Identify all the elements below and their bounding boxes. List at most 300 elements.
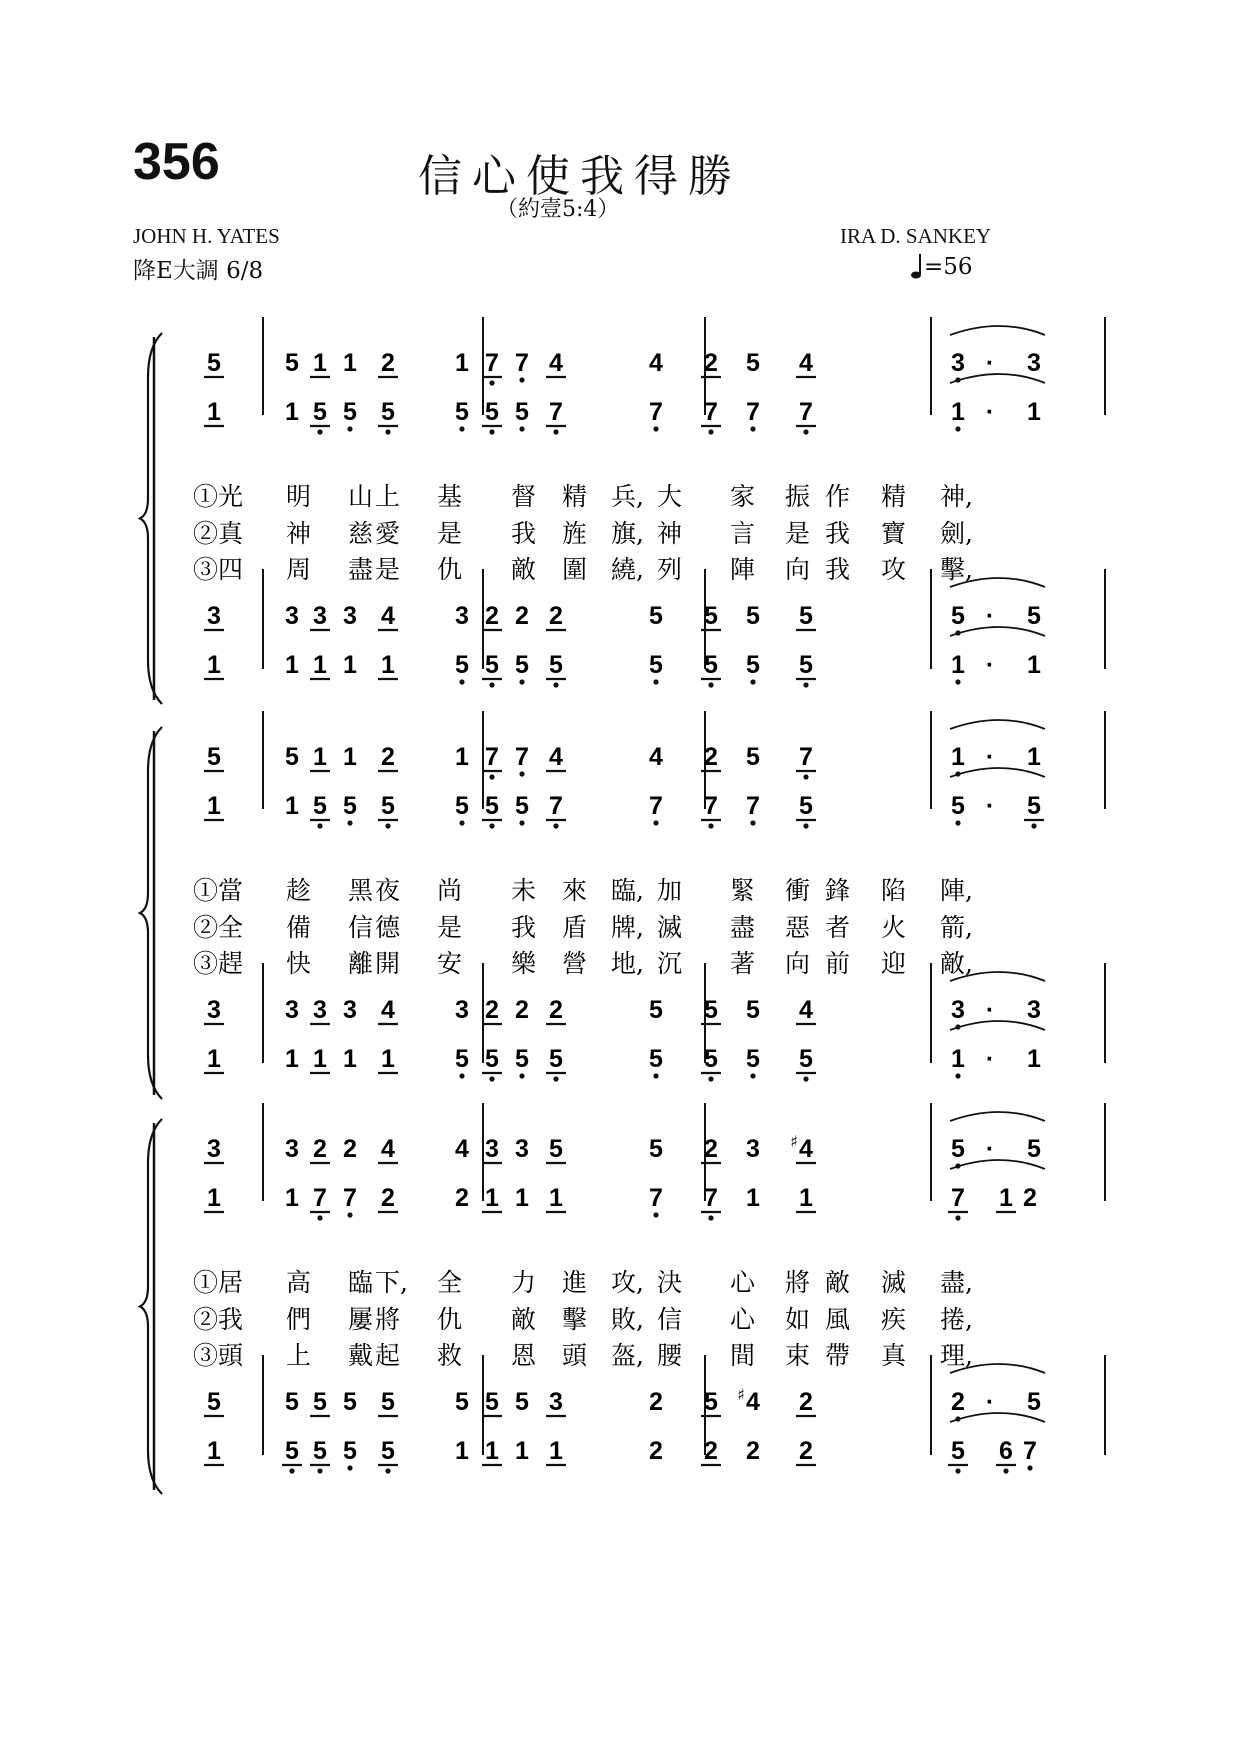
lower-note: 3 xyxy=(313,996,327,1024)
upper-note: 2 xyxy=(704,743,718,771)
lyric-syllable: 惡 xyxy=(785,913,811,942)
lyric-syllable: 箭, xyxy=(940,913,973,942)
lyric-syllable: 鋒 xyxy=(825,876,851,905)
lyric-syllable: 擊, xyxy=(940,555,973,584)
lyric-syllable: ①當 xyxy=(193,876,244,905)
upper-note: 7 xyxy=(649,1184,663,1212)
lyric-syllable: 盡, xyxy=(940,1268,973,1297)
lyric-syllable: 來 xyxy=(562,876,588,905)
lower-note: 5 xyxy=(746,651,760,679)
lower-note: 5 xyxy=(799,1045,813,1073)
lower-note: 5 xyxy=(455,1045,469,1073)
lyric-syllable: 滅 xyxy=(881,1268,907,1297)
lower-octave-dot xyxy=(708,682,713,687)
lower-note: 2 xyxy=(485,996,499,1024)
lower-octave-dot xyxy=(519,820,524,825)
tie-arc xyxy=(950,720,1045,729)
upper-note: 5 xyxy=(285,743,299,771)
lower-note: 1 xyxy=(343,651,357,679)
lower-octave-dot xyxy=(1027,1465,1032,1470)
lyric-syllable: 們 xyxy=(286,1305,312,1334)
upper-note: 1 xyxy=(746,1184,760,1212)
tempo-value: =56 xyxy=(924,254,973,280)
upper-note: 5 xyxy=(649,1135,663,1163)
lower-note: 3 xyxy=(207,996,221,1024)
lyric-syllable: 精 xyxy=(881,482,907,511)
upper-note: 1 xyxy=(1027,743,1041,771)
lower-note: 5 xyxy=(951,602,965,630)
augmentation-dot: · xyxy=(985,792,995,820)
lower-note: 5 xyxy=(746,602,760,630)
lower-octave-dot xyxy=(750,1073,755,1078)
lower-note: 5 xyxy=(746,1045,760,1073)
lower-octave-dot xyxy=(653,1212,658,1217)
lyric-syllable: 盡 xyxy=(730,913,756,942)
lyric-syllable: 是 xyxy=(437,913,463,942)
lower-note: 2 xyxy=(649,1437,663,1465)
lyric-syllable: 沉 xyxy=(657,949,683,978)
upper-note: 2 xyxy=(381,743,395,771)
lyric-syllable: ①光 xyxy=(193,482,244,511)
lyric-syllable: 山 xyxy=(348,482,374,511)
augmentation-dot: · xyxy=(985,996,995,1024)
upper-note: 7 xyxy=(515,349,529,377)
lower-note: 1 xyxy=(951,1045,965,1073)
lower-note: 5 xyxy=(1027,602,1041,630)
upper-note: 1 xyxy=(313,743,327,771)
lower-note: 5 xyxy=(515,651,529,679)
upper-note: 5 xyxy=(485,792,499,820)
lyric-syllable: 上 xyxy=(286,1341,312,1370)
lyric-syllable: 營 xyxy=(562,949,588,978)
lyric-syllable: 未 xyxy=(511,876,537,905)
lyric-syllable: 決 xyxy=(657,1268,683,1297)
lower-note: 3 xyxy=(285,996,299,1024)
lyric-syllable: 精 xyxy=(562,482,588,511)
lyric-syllable: 作 xyxy=(825,482,851,511)
lower-note: 1 xyxy=(381,651,395,679)
upper-note: 3 xyxy=(746,1135,760,1163)
upper-note: 5 xyxy=(515,792,529,820)
lower-note: 1 xyxy=(313,1045,327,1073)
lower-octave-dot xyxy=(708,1215,713,1220)
lower-octave-dot xyxy=(347,820,352,825)
lyric-syllable: 列 xyxy=(657,555,683,584)
lower-octave-dot xyxy=(459,426,464,431)
lower-octave-dot xyxy=(955,377,960,382)
lyric-syllable: 將 xyxy=(785,1268,811,1297)
lower-octave-dot xyxy=(955,426,960,431)
lower-octave-dot xyxy=(653,1073,658,1078)
lower-octave-dot xyxy=(347,1212,352,1217)
lower-note: 2 xyxy=(746,1437,760,1465)
lyric-syllable: 進 xyxy=(562,1268,588,1297)
upper-note: 3 xyxy=(515,1135,529,1163)
lyric-syllable: 盡 xyxy=(348,555,374,584)
lyric-syllable: 振 xyxy=(785,482,811,511)
lower-octave-dot xyxy=(803,429,808,434)
upper-note: 1 xyxy=(549,1184,563,1212)
lyric-syllable: 旗, xyxy=(611,519,644,548)
lower-octave-dot xyxy=(553,682,558,687)
lower-octave-dot xyxy=(519,1073,524,1078)
upper-note: 1 xyxy=(455,349,469,377)
lyric-syllable: 基 xyxy=(437,482,463,511)
upper-note: 5 xyxy=(485,398,499,426)
lyric-syllable: 屢 xyxy=(348,1305,374,1334)
lower-note: 4 xyxy=(381,996,395,1024)
lyric-syllable: 愛 xyxy=(375,519,401,548)
lower-note: 3 xyxy=(343,602,357,630)
lyric-syllable: 高 xyxy=(286,1268,312,1297)
lower-note: 3 xyxy=(1027,996,1041,1024)
lyric-syllable: 間 xyxy=(730,1341,756,1370)
lower-octave-dot xyxy=(803,682,808,687)
lower-octave-dot xyxy=(519,426,524,431)
sharp-accidental: ♯ xyxy=(790,1132,798,1151)
lyric-syllable: 離 xyxy=(348,949,374,978)
lower-note: 5 xyxy=(649,651,663,679)
upper-note: 5 xyxy=(313,792,327,820)
lyric-syllable: 圍 xyxy=(562,555,588,584)
upper-note: 7 xyxy=(704,1184,718,1212)
upper-note: 5 xyxy=(455,792,469,820)
upper-note: 1 xyxy=(285,792,299,820)
lyric-syllable: 仇 xyxy=(437,555,463,584)
lower-octave-dot xyxy=(1031,823,1036,828)
lower-octave-dot xyxy=(317,1468,322,1473)
lower-note: 5 xyxy=(704,651,718,679)
upper-note: 1 xyxy=(343,743,357,771)
lyric-syllable: 擊 xyxy=(562,1305,588,1334)
augmentation-dot: · xyxy=(985,743,995,771)
lower-octave-dot xyxy=(750,679,755,684)
lyric-syllable: 盾 xyxy=(562,913,588,942)
upper-note: 1 xyxy=(485,1184,499,1212)
lyric-syllable: 德 xyxy=(375,913,401,942)
lyric-syllable: 風 xyxy=(825,1305,851,1334)
lower-note: 3 xyxy=(455,996,469,1024)
lower-octave-dot xyxy=(385,823,390,828)
lyric-syllable: 束 xyxy=(785,1341,811,1370)
lower-octave-dot xyxy=(653,679,658,684)
lower-octave-dot xyxy=(459,820,464,825)
upper-note: 3 xyxy=(1027,349,1041,377)
upper-note: 4 xyxy=(649,349,663,377)
lower-note: 5 xyxy=(1027,1388,1041,1416)
lyric-syllable: 信 xyxy=(348,913,374,942)
lower-octave-dot xyxy=(385,429,390,434)
lower-note: 1 xyxy=(285,1045,299,1073)
lower-note: 1 xyxy=(515,1437,529,1465)
lyric-syllable: ②真 xyxy=(193,519,244,548)
lyric-syllable: 將 xyxy=(375,1305,401,1334)
lower-octave-dot xyxy=(955,1215,960,1220)
lower-octave-dot xyxy=(955,820,960,825)
lyric-syllable: ①居 xyxy=(193,1268,244,1297)
lyric-syllable: 明 xyxy=(286,482,312,511)
system-2 xyxy=(140,711,1105,1099)
lower-note: 5 xyxy=(649,602,663,630)
upper-note: 3 xyxy=(951,349,965,377)
lower-octave-dot xyxy=(489,429,494,434)
lyric-syllable: 滅 xyxy=(657,913,683,942)
upper-note: 4 xyxy=(381,1135,395,1163)
lower-note: 3 xyxy=(207,602,221,630)
upper-note: 4 xyxy=(549,743,563,771)
lower-note: 1 xyxy=(207,651,221,679)
lower-octave-dot xyxy=(653,820,658,825)
lower-octave-dot xyxy=(803,774,808,779)
lower-octave-dot xyxy=(489,774,494,779)
lower-note: 5 xyxy=(285,1388,299,1416)
lyric-syllable: 言 xyxy=(730,519,756,548)
lyricist: JOHN H. YATES xyxy=(133,224,280,248)
upper-note: 7 xyxy=(746,398,760,426)
lyric-syllable: 真 xyxy=(881,1341,907,1370)
lower-note: 1 xyxy=(313,651,327,679)
lower-note: 5 xyxy=(649,996,663,1024)
system-brace xyxy=(140,333,162,704)
lower-note: 5 xyxy=(515,1388,529,1416)
lyric-syllable: 向 xyxy=(785,949,811,978)
system-brace xyxy=(140,1119,162,1494)
lyric-syllable: 樂 xyxy=(511,949,537,978)
lower-octave-dot xyxy=(489,682,494,687)
lower-note: 5 xyxy=(515,1045,529,1073)
lower-note: 5 xyxy=(455,651,469,679)
lower-note: 5 xyxy=(381,1388,395,1416)
lyric-syllable: 安 xyxy=(437,949,463,978)
lyric-syllable: ③四 xyxy=(193,555,244,584)
lower-note: 5 xyxy=(704,1388,718,1416)
system-3 xyxy=(140,1103,1105,1494)
upper-note: 7 xyxy=(485,349,499,377)
lyric-syllable: 大 xyxy=(657,482,683,511)
upper-note: 5 xyxy=(746,349,760,377)
scripture-reference: （約壹5:4） xyxy=(496,197,620,222)
lyric-syllable: 如 xyxy=(785,1305,811,1334)
upper-note: 1 xyxy=(1027,398,1041,426)
lower-octave-dot xyxy=(955,1024,960,1029)
lyric-syllable: 神 xyxy=(286,519,312,548)
lower-octave-dot xyxy=(955,679,960,684)
lower-note: 5 xyxy=(549,1045,563,1073)
lower-note: 2 xyxy=(704,1437,718,1465)
upper-note: 2 xyxy=(381,349,395,377)
lower-note: 4 xyxy=(381,602,395,630)
lower-octave-dot xyxy=(553,429,558,434)
lyric-syllable: 家 xyxy=(730,482,756,511)
lower-octave-dot xyxy=(459,679,464,684)
lower-note: 5 xyxy=(343,1388,357,1416)
upper-note: 5 xyxy=(951,792,965,820)
lower-note: 5 xyxy=(485,1388,499,1416)
upper-note: 7 xyxy=(549,792,563,820)
lyric-syllable: 力 xyxy=(511,1268,537,1297)
lower-note: 3 xyxy=(343,996,357,1024)
upper-note: 1 xyxy=(207,1184,221,1212)
lyric-syllable: 攻 xyxy=(881,555,907,584)
lower-octave-dot xyxy=(317,1215,322,1220)
lower-octave-dot xyxy=(653,426,658,431)
upper-note: 2 xyxy=(381,1184,395,1212)
lower-note: 1 xyxy=(207,1045,221,1073)
upper-note: 7 xyxy=(704,398,718,426)
upper-note: 2 xyxy=(343,1135,357,1163)
lyric-syllable: 我 xyxy=(511,519,537,548)
upper-note: 7 xyxy=(515,743,529,771)
lower-note: 2 xyxy=(799,1388,813,1416)
lyric-syllable: 信 xyxy=(657,1305,683,1334)
lyric-syllable: 敵, xyxy=(940,949,973,978)
upper-note: 7 xyxy=(649,792,663,820)
lyric-syllable: 夜 xyxy=(375,876,401,905)
lower-octave-dot xyxy=(519,679,524,684)
lower-note: 5 xyxy=(485,651,499,679)
lyric-syllable: 慈 xyxy=(348,519,374,548)
upper-note: 7 xyxy=(343,1184,357,1212)
lower-octave-dot xyxy=(553,823,558,828)
lyric-syllable: 緊 xyxy=(730,876,756,905)
lyric-syllable: 我 xyxy=(825,555,851,584)
lyric-syllable: 理, xyxy=(940,1341,973,1370)
lyric-syllable: 臨 xyxy=(348,1268,374,1297)
lyric-syllable: 地, xyxy=(611,949,644,978)
lyric-syllable: 仇 xyxy=(437,1305,463,1334)
lyric-syllable: 心 xyxy=(730,1305,756,1334)
upper-note: 5 xyxy=(515,398,529,426)
lower-note: 3 xyxy=(313,602,327,630)
lower-note: 5 xyxy=(704,602,718,630)
lyric-syllable: ③頭 xyxy=(193,1341,244,1370)
upper-note: 5 xyxy=(381,398,395,426)
lower-note: 3 xyxy=(549,1388,563,1416)
upper-note: 7 xyxy=(951,1184,965,1212)
lyric-syllable: 周 xyxy=(286,555,312,584)
lower-octave-dot xyxy=(708,1076,713,1081)
augmentation-dot: · xyxy=(985,349,995,377)
lyric-syllable: 敗, xyxy=(611,1305,644,1334)
lower-note: 2 xyxy=(549,996,563,1024)
lyric-syllable: 著 xyxy=(730,949,756,978)
lower-octave-dot xyxy=(489,380,494,385)
upper-note: 1 xyxy=(285,398,299,426)
lyric-syllable: 神, xyxy=(940,482,973,511)
upper-note: 4 xyxy=(649,743,663,771)
lower-note: 3 xyxy=(951,996,965,1024)
lower-note: 1 xyxy=(1027,1045,1041,1073)
lyric-syllable: 前 xyxy=(825,949,851,978)
lyric-syllable: 衝 xyxy=(785,876,811,905)
lower-note: 2 xyxy=(485,602,499,630)
lower-note: 5 xyxy=(455,1388,469,1416)
upper-note: 5 xyxy=(1027,792,1041,820)
lyric-syllable: 敵 xyxy=(511,555,537,584)
lower-octave-dot xyxy=(347,1465,352,1470)
lower-octave-dot xyxy=(708,429,713,434)
upper-note: 3 xyxy=(207,1135,221,1163)
upper-note: 1 xyxy=(285,1184,299,1212)
lower-octave-dot xyxy=(803,1076,808,1081)
lyric-syllable: 加 xyxy=(657,876,683,905)
lower-octave-dot xyxy=(317,823,322,828)
lower-note: 5 xyxy=(746,996,760,1024)
upper-note: 4 xyxy=(549,349,563,377)
lower-note: 1 xyxy=(549,1437,563,1465)
upper-note: 1 xyxy=(455,743,469,771)
lyric-syllable: 上 xyxy=(375,482,401,511)
lower-octave-dot xyxy=(489,823,494,828)
lyric-syllable: 是 xyxy=(785,519,811,548)
lower-note: 1 xyxy=(455,1437,469,1465)
lower-note: 3 xyxy=(285,602,299,630)
lyric-syllable: ②我 xyxy=(193,1305,244,1334)
lyric-syllable: 捲, xyxy=(940,1305,973,1334)
upper-note: 5 xyxy=(343,398,357,426)
upper-note: 5 xyxy=(285,349,299,377)
lower-octave-dot xyxy=(519,377,524,382)
augmentation-dot: · xyxy=(985,651,995,679)
lower-note: 1 xyxy=(951,651,965,679)
lower-octave-dot xyxy=(347,426,352,431)
lyric-syllable: 繞, xyxy=(611,555,644,584)
lyric-syllable: 寶 xyxy=(881,519,907,548)
lower-octave-dot xyxy=(553,1076,558,1081)
lyric-syllable: 帶 xyxy=(825,1341,851,1370)
lower-note: 1 xyxy=(343,1045,357,1073)
lower-note: 5 xyxy=(207,1388,221,1416)
lyric-syllable: 敵 xyxy=(825,1268,851,1297)
lyric-syllable: 疾 xyxy=(881,1305,907,1334)
lower-octave-dot xyxy=(955,630,960,635)
augmentation-dot: · xyxy=(985,602,995,630)
augmentation-dot: · xyxy=(985,1388,995,1416)
lower-note: 1 xyxy=(207,1437,221,1465)
lyric-syllable: 戴 xyxy=(348,1341,374,1370)
lower-octave-dot xyxy=(750,820,755,825)
lyric-syllable: 督 xyxy=(511,482,537,511)
sharp-accidental: ♯ xyxy=(737,1385,745,1404)
lyric-syllable: 頭 xyxy=(562,1341,588,1370)
upper-note: 2 xyxy=(1023,1184,1037,1212)
lower-octave-dot xyxy=(803,823,808,828)
lyric-syllable: 救 xyxy=(437,1341,463,1370)
upper-note: 5 xyxy=(951,1135,965,1163)
lyric-syllable: 臨, xyxy=(611,876,644,905)
upper-note: 5 xyxy=(381,792,395,820)
lyric-syllable: 向 xyxy=(785,555,811,584)
lower-note: 5 xyxy=(343,1437,357,1465)
lower-octave-dot xyxy=(955,1468,960,1473)
system-1 xyxy=(140,317,1105,704)
lyric-syllable: 我 xyxy=(825,519,851,548)
lower-note: 5 xyxy=(485,1045,499,1073)
lyric-syllable: 陷 xyxy=(881,876,907,905)
upper-note: 7 xyxy=(313,1184,327,1212)
lower-note: 2 xyxy=(549,602,563,630)
lower-note: 3 xyxy=(455,602,469,630)
lower-note: 1 xyxy=(285,651,299,679)
lyric-syllable: ②全 xyxy=(193,913,244,942)
upper-note: 1 xyxy=(999,1184,1013,1212)
lower-octave-dot xyxy=(459,1073,464,1078)
lyric-syllable: 劍, xyxy=(940,519,973,548)
lower-note: 2 xyxy=(799,1437,813,1465)
lyric-syllable: 備 xyxy=(286,913,312,942)
lower-note: 6 xyxy=(999,1437,1013,1465)
lower-note: 1 xyxy=(381,1045,395,1073)
